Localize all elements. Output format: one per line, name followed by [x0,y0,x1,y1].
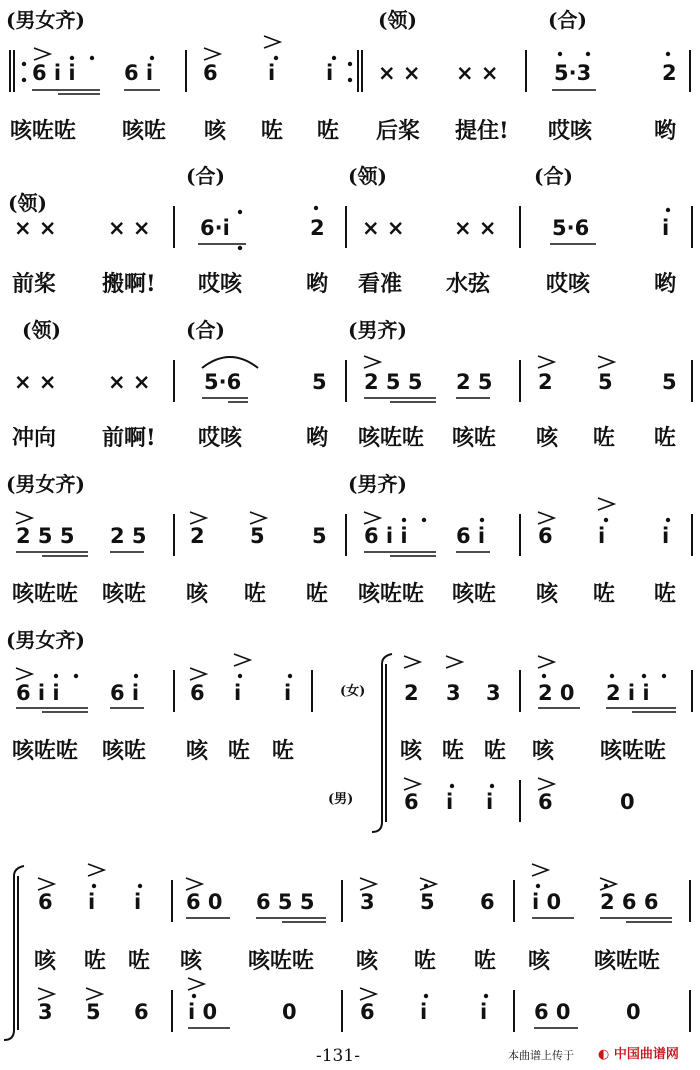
part-label: (领) [378,8,417,32]
lyric: 咗 [272,738,295,764]
note: 5 [86,1000,101,1024]
note-group: 6 i [456,524,486,548]
note: i [598,524,606,548]
note-group: 2 0 [538,681,575,705]
lyric: 咳咗 [102,738,147,764]
note-group: 2 5 5 [364,370,423,394]
note-group: 2 5 [110,524,147,548]
page-number: -131- [316,1046,360,1066]
note-group: 6 0 [534,1000,571,1024]
note-group: 2 5 [456,370,493,394]
lyric: 咳 [186,738,209,764]
note: i [420,1000,428,1024]
part-label: (男女齐) [6,472,85,496]
lyric: 咳咗 [452,581,497,607]
note-group: × × [108,216,151,240]
lyric: 咗 [317,118,340,144]
lyric: 哟 [306,271,329,297]
note: 6 [538,524,553,548]
note: 3 [38,1000,53,1024]
note: i [662,524,670,548]
note-group: × × [14,216,57,240]
note-group: 5·6 [204,370,242,394]
note: 3 [486,681,501,705]
note: 6 [38,890,53,914]
lyric: 咗 [654,425,677,451]
note: 3 [446,681,461,705]
lyric: 搬啊! [102,271,156,297]
lyric: 咗 [593,581,616,607]
part-label: (男女齐) [6,8,85,32]
part-label: (男齐) [348,318,407,342]
part-label: (领) [8,191,47,215]
note: 2 [190,524,205,548]
lyric: 咗 [244,581,267,607]
lyric: 咳 [536,581,559,607]
note: i [446,790,454,814]
note: i [234,681,242,705]
lyric: 咗 [261,118,284,144]
lyric: 咗 [484,738,507,764]
note: 2 [404,681,419,705]
note-group: × × [456,61,499,85]
part-label: (合) [186,318,225,342]
lyric: 哎咳 [548,118,593,144]
note-group: i 0 [188,1000,218,1024]
note: 5 [420,890,435,914]
note: 2 [662,61,677,85]
lyric: 咳咗咗 [248,948,315,974]
lyric: 咗 [228,738,251,764]
note: i [284,681,292,705]
note: 5 [312,524,327,548]
lyric: 哎咳 [546,271,591,297]
note-group: 6 i i [364,524,408,548]
lyric: 哎咳 [198,425,243,451]
note: 6 [404,790,419,814]
note: 6 [480,890,495,914]
part-label: (合) [534,164,573,188]
lyric: 哎咳 [198,271,243,297]
lyric: 咳 [34,948,57,974]
note: 5 [312,370,327,394]
note: 2 [538,370,553,394]
lyric: 咳咗 [122,118,167,144]
note-group: 2 i i [606,681,650,705]
note-group: × × [362,216,405,240]
lyric: 咗 [593,425,616,451]
note: 0 [626,1000,641,1024]
part-label: (领) [348,164,387,188]
lyric: 后桨 [376,118,421,144]
lyric: 咗 [474,948,497,974]
lyric: 咗 [414,948,437,974]
lyric: 咳 [186,581,209,607]
note: 6 [203,61,218,85]
note: 0 [282,1000,297,1024]
lyric: 咳 [528,948,551,974]
note: 0 [620,790,635,814]
lyric: 咗 [128,948,151,974]
note: 6 [360,1000,375,1024]
lyric: 看准 [358,271,403,297]
lyric: 咗 [654,581,677,607]
note: i [480,1000,488,1024]
lyric: 咳咗咗 [10,118,77,144]
note: i [486,790,494,814]
lyric: 前桨 [12,271,57,297]
lyric: 冲向 [12,425,57,451]
note-group: i 0 [532,890,562,914]
note-group: × × [14,370,57,394]
lyric: 提住! [455,118,509,144]
part-label: (男齐) [348,472,407,496]
note: 3 [360,890,375,914]
note: i [326,61,334,85]
lyric: 咳 [180,948,203,974]
lyric: 咳 [356,948,379,974]
part-label: (合) [186,164,225,188]
note: i [88,890,96,914]
note-group: 2 5 5 [16,524,75,548]
note-group: 5·6 [552,216,590,240]
note: 5 [250,524,265,548]
note: i [662,216,670,240]
note-group: 5·3 [554,61,592,85]
lyric: 咳 [204,118,227,144]
lyric: 咗 [442,738,465,764]
note: 6 [134,1000,149,1024]
site-logo-text: 中国曲谱网 [613,1047,679,1062]
note-group: × × [108,370,151,394]
part-label: (男女齐) [6,628,85,652]
note: 6 [190,681,205,705]
lyric: 前啊! [102,425,156,451]
lyric: 哟 [654,271,677,297]
part-label-male: (男) [328,792,354,807]
lyric: 咳 [532,738,555,764]
lyric: 咳咗咗 [12,738,79,764]
lyric: 咳 [400,738,423,764]
note: i [268,61,276,85]
lyric: 哟 [306,425,329,451]
part-label: (领) [22,318,61,342]
lyric: 水弦 [446,271,491,297]
note-group: 6·i [200,216,230,240]
note-group: 6 i i [32,61,76,85]
lyric: 哟 [654,118,677,144]
lyric: 咳咗 [452,425,497,451]
lyric: 咳咗咗 [600,738,667,764]
lyric: 咳咗咗 [12,581,79,607]
upload-note: 本曲谱上传于 [508,1049,574,1062]
note: 6 [538,790,553,814]
part-label: (合) [548,8,587,32]
note: 2 [310,216,325,240]
note: i [134,890,142,914]
logo-mark-icon: ◐ [598,1047,610,1062]
note: 5 [598,370,613,394]
note: 5 [662,370,677,394]
note-group: 6 0 [186,890,223,914]
note-group: 6 5 5 [256,890,315,914]
lyric: 咳咗咗 [594,948,661,974]
note-group: × × [454,216,497,240]
part-label-female: (女) [340,684,366,699]
note-group: × × [378,61,421,85]
lyric: 咗 [306,581,329,607]
lyric: 咗 [84,948,107,974]
lyric: 咳咗咗 [358,581,425,607]
lyric: 咳 [536,425,559,451]
note-group: 2 6 6 [600,890,659,914]
lyric: 咳咗咗 [358,425,425,451]
note-group: 6 i [110,681,140,705]
note-group: 6 i i [16,681,60,705]
note-group: 6 i [124,61,154,85]
lyric: 咳咗 [102,581,147,607]
